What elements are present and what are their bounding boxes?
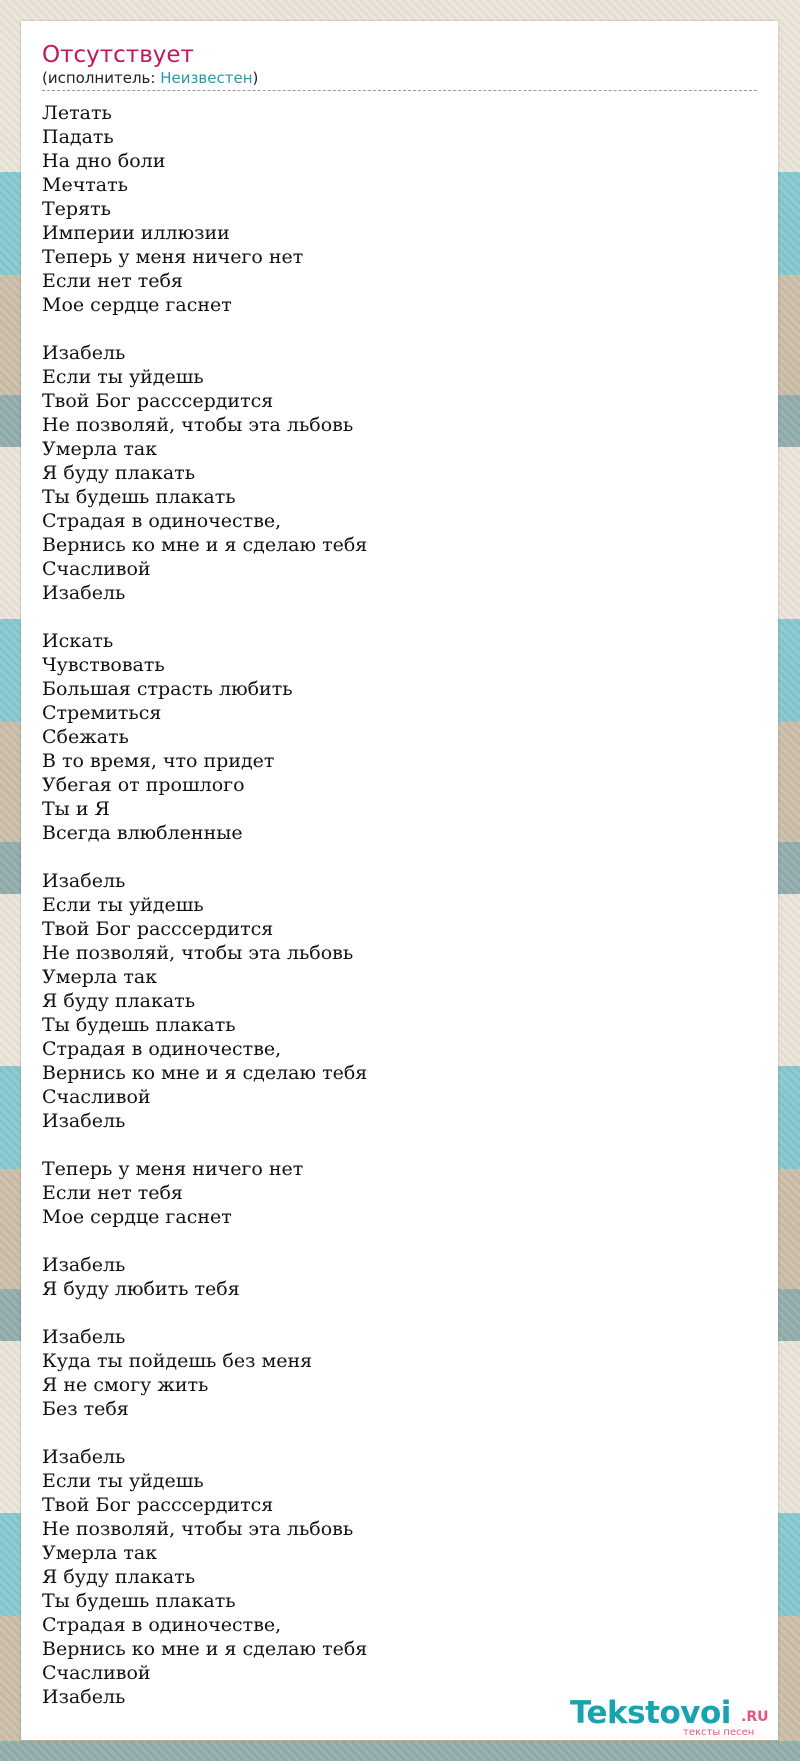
lyric-line: Без тебя [42, 1398, 129, 1420]
lyric-line: Терять [42, 198, 111, 220]
lyric-line: Вернись ко мне и я сделаю тебя [42, 534, 368, 556]
lyric-line: Изабель [42, 582, 126, 604]
lyric-line: Стремиться [42, 702, 162, 724]
lyric-line: В то время, что придет [42, 750, 275, 772]
lyric-line: Страдая в одиночестве, [42, 1614, 282, 1636]
lyric-line: Всегда влюбленные [42, 822, 243, 844]
lyric-line [42, 605, 757, 629]
logo-tagline: тексты песен [683, 1727, 755, 1738]
lyric-line: Мое сердце гаснет [42, 294, 232, 316]
background-stripe [0, 1741, 800, 1761]
performer-prefix: (исполнитель: [42, 69, 161, 87]
lyric-line: Куда ты пойдешь без меня [42, 1350, 313, 1372]
lyric-line: Счасливой [42, 1662, 151, 1684]
lyric-line: Теперь у меня ничего нет [42, 1158, 304, 1180]
lyric-line: Мечтать [42, 174, 128, 196]
lyric-line: Теперь у меня ничего нет [42, 246, 304, 268]
lyric-line: Счасливой [42, 558, 151, 580]
logo-tld: .RU [741, 1709, 769, 1725]
lyrics-text [42, 101, 757, 1709]
lyric-line: Не позволяй, чтобы эта льбовь [42, 942, 354, 964]
lyric-line: Убегая от прошлого [42, 774, 245, 796]
lyric-line: Страдая в одиночестве, [42, 1038, 282, 1060]
lyric-line: Ты будешь плакать [42, 486, 236, 508]
performer-line [42, 69, 757, 91]
lyric-line: Ты будешь плакать [42, 1590, 236, 1612]
lyric-line: Твой Бог расссердится [42, 918, 274, 940]
song-header [42, 41, 757, 91]
lyric-line: Твой Бог расссердится [42, 390, 274, 412]
lyric-line: Сбежать [42, 726, 129, 748]
lyric-line: Умерла так [42, 1542, 158, 1564]
lyric-line: Не позволяй, чтобы эта льбовь [42, 1518, 354, 1540]
lyric-line: Ты будешь плакать [42, 1014, 236, 1036]
lyric-line: Умерла так [42, 966, 158, 988]
lyric-line: Умерла так [42, 438, 158, 460]
lyric-line: Я не смогу жить [42, 1374, 209, 1396]
lyric-line: Изабель [42, 1326, 126, 1348]
lyric-line: Чувствовать [42, 654, 165, 676]
lyric-line: Вернись ко мне и я сделаю тебя [42, 1062, 368, 1084]
lyric-line: Если нет тебя [42, 1182, 183, 1204]
lyric-line: Падать [42, 126, 114, 148]
lyric-line [42, 1301, 757, 1325]
logo-wordmark: Tekstovoi [570, 1695, 731, 1731]
lyric-line: Если нет тебя [42, 270, 183, 292]
lyric-line: Мое сердце гаснет [42, 1206, 232, 1228]
lyric-line [42, 1421, 757, 1445]
lyric-line: Не позволяй, чтобы эта льбовь [42, 414, 354, 436]
lyric-line: Если ты уйдешь [42, 366, 204, 388]
lyric-line: Изабель [42, 870, 126, 892]
performer-link[interactable]: Неизвестен [160, 69, 253, 87]
lyric-line [42, 1133, 757, 1157]
lyric-line: Изабель [42, 1446, 126, 1468]
lyric-line: Ты и Я [42, 798, 110, 820]
lyric-line: Если ты уйдешь [42, 1470, 204, 1492]
performer-suffix: ) [252, 69, 259, 87]
lyric-line: Я буду плакать [42, 1566, 196, 1588]
lyric-line: Я буду плакать [42, 462, 196, 484]
lyric-line: Если ты уйдешь [42, 894, 204, 916]
lyric-line: Большая страсть любить [42, 678, 293, 700]
lyric-line [42, 317, 757, 341]
song-title: Отсутствует [42, 42, 194, 68]
lyric-line: На дно боли [42, 150, 166, 172]
lyric-line: Счасливой [42, 1086, 151, 1108]
lyric-line: Твой Бог расссердится [42, 1494, 274, 1516]
lyric-line: Я буду любить тебя [42, 1278, 240, 1300]
site-logo[interactable] [570, 1694, 770, 1738]
lyric-line: Я буду плакать [42, 990, 196, 1012]
lyric-line: Страдая в одиночестве, [42, 510, 282, 532]
lyric-line: Изабель [42, 342, 126, 364]
lyric-line [42, 1229, 757, 1253]
lyrics-card [21, 21, 778, 1740]
lyric-line: Вернись ко мне и я сделаю тебя [42, 1638, 368, 1660]
lyric-line: Летать [42, 102, 112, 124]
lyric-line: Изабель [42, 1686, 126, 1708]
lyric-line: Империи иллюзии [42, 222, 230, 244]
lyric-line [42, 845, 757, 869]
lyric-line: Изабель [42, 1110, 126, 1132]
lyric-line: Искать [42, 630, 114, 652]
lyric-line: Изабель [42, 1254, 126, 1276]
